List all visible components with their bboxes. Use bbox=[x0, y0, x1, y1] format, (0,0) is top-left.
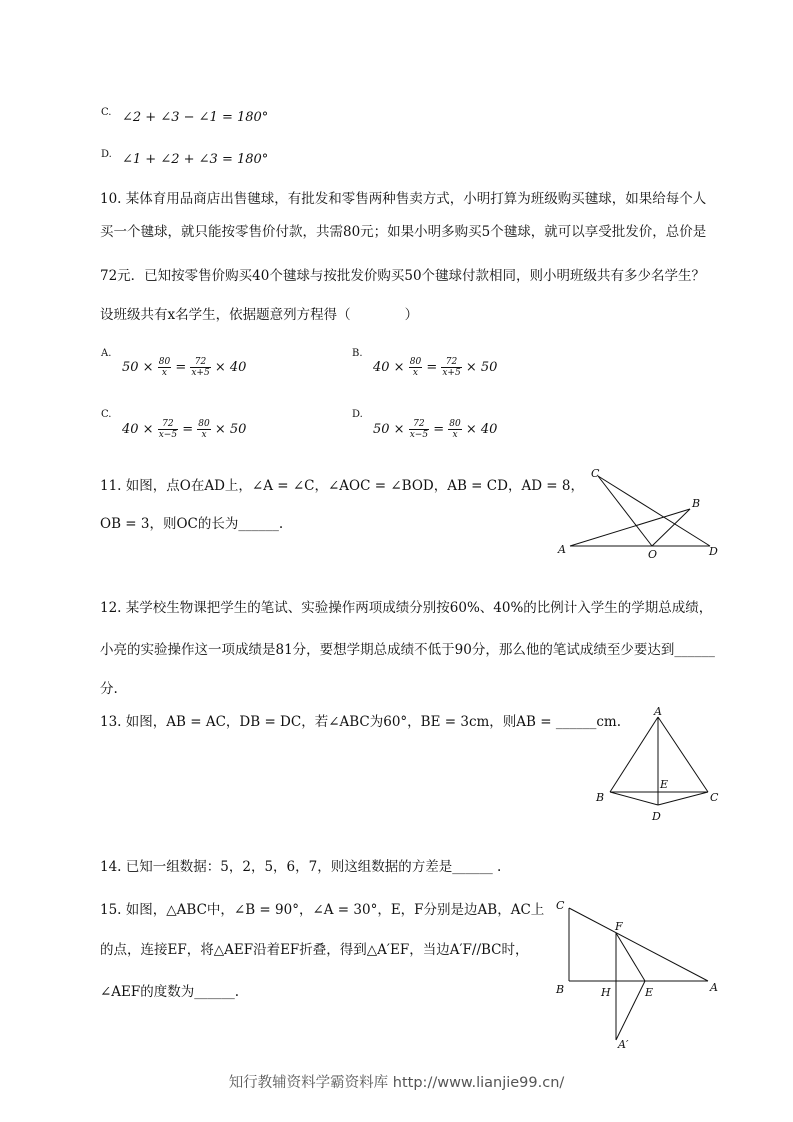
q13-segment-bd bbox=[610, 792, 658, 805]
q15-line-2: 的点，连接EF，将△AEF沿着EF折叠，得到△A′EF，当边A′F//BC时， bbox=[100, 942, 529, 958]
q11-line-1: 11. 如图，点O在AD上，∠A = ∠C，∠AOC = ∠BOD，AB = CD，AD = 8， bbox=[100, 478, 584, 494]
q15-label-a-prime: A′ bbox=[618, 1038, 629, 1051]
q11-label-a: A bbox=[558, 543, 566, 556]
q12-line-2: 小亮的实验操作这一项成绩是81分，要想学期总成绩不低于90分，那么他的笔试成绩至少要达到______ bbox=[100, 642, 715, 658]
q13-line-1: 13. 如图，AB = AC，DB = DC，若∠ABC为60°，BE = 3cm，则AB = ______cm. bbox=[100, 714, 622, 730]
q13-label-b: B bbox=[596, 791, 605, 804]
q10-option-d-expr: 50 × $\frac{72}{x-5}$ = $\frac{80}{x}$ × 40 bbox=[373, 419, 498, 440]
q13-label-c: C bbox=[710, 791, 719, 804]
q11-segment-co bbox=[598, 476, 652, 546]
q11-segment-ab bbox=[570, 509, 690, 546]
q15-label-c: C bbox=[556, 899, 565, 912]
q15-label-e: E bbox=[645, 986, 654, 999]
q10-option-d-label: D. bbox=[352, 409, 363, 420]
q15-line-3: ∠AEF的度数为______. bbox=[100, 984, 240, 1000]
q10-option-b-expr: 40 × $\frac{80}{x}$ = $\frac{72}{x+5}$ × 50 bbox=[373, 357, 498, 378]
q15-line-1: 15. 如图，△ABC中，∠B = 90°，∠A = 30°，E，F分别是边AB，AC上 bbox=[100, 902, 545, 918]
q13-label-e: E bbox=[660, 778, 669, 791]
q13-figure bbox=[590, 702, 725, 827]
q10-option-a-expr: 50 × $\frac{80}{x}$ = $\frac{72}{x+5}$ × 40 bbox=[122, 357, 247, 378]
q15-label-b: B bbox=[556, 983, 565, 996]
q13-segment-ab bbox=[610, 717, 658, 792]
q10-line-3: 72元．已知按零售价购买40个毽球与按批发价购买50个毽球付款相同，则小明班级共有多少名学生？ bbox=[100, 268, 706, 284]
q9-option-c-expr: ∠2 + ∠3 − ∠1 = 180° bbox=[122, 110, 269, 125]
q11-line-2: OB = 3，则OC的长为______. bbox=[100, 516, 284, 532]
footer-watermark: 知行教辅资料学霸资料库 http://www.lianjie99.cn/ bbox=[228, 1075, 565, 1091]
q9-option-d-expr: ∠1 + ∠2 + ∠3 = 180° bbox=[122, 152, 269, 167]
q10-option-c-label: C. bbox=[101, 409, 112, 420]
q15-label-a: A bbox=[710, 981, 718, 994]
q13-segment-cd bbox=[658, 792, 708, 805]
q11-segment-cd bbox=[598, 476, 710, 546]
q11-label-o: O bbox=[648, 548, 658, 561]
q9-option-c-label: C. bbox=[101, 107, 112, 118]
q10-option-b-label: B. bbox=[352, 348, 363, 359]
q12-line-1: 12. 某学校生物课把学生的笔试、实验操作两项成绩分别按60%、40%的比例计入学生的学期总成绩， bbox=[100, 600, 713, 616]
q10-option-a-label: A. bbox=[101, 348, 112, 359]
q10-line-2: 买一个毽球，就只能按零售价付款，共需80元；如果小明多购买5个毽球，就可以享受批发价，总价是 bbox=[100, 224, 707, 240]
q10-line-4: 设班级共有x名学生，依据题意列方程得（ ） bbox=[100, 307, 419, 323]
q15-segment-ea-prime bbox=[616, 981, 645, 1040]
q11-figure bbox=[555, 462, 725, 562]
q15-label-f: F bbox=[615, 920, 623, 933]
q15-label-h: H bbox=[601, 986, 611, 999]
q11-label-c: C bbox=[591, 467, 600, 480]
q12-line-3: 分. bbox=[100, 681, 118, 697]
q13-label-d: D bbox=[652, 810, 661, 823]
q11-label-d: D bbox=[709, 545, 718, 558]
q11-label-b: B bbox=[692, 497, 701, 510]
q10-option-c-expr: 40 × $\frac{72}{x-5}$ = $\frac{80}{x}$ × 50 bbox=[122, 419, 247, 440]
q13-label-a: A bbox=[654, 705, 662, 718]
q15-figure bbox=[548, 892, 733, 1052]
q14-line-1: 14. 已知一组数据：5，2，5，6，7，则这组数据的方差是______ . bbox=[100, 859, 502, 875]
q9-option-d-label: D. bbox=[101, 149, 112, 160]
q10-line-1: 10. 某体育用品商店出售毽球，有批发和零售两种售卖方式，小明打算为班级购买毽球，如果给每个人 bbox=[100, 191, 707, 207]
